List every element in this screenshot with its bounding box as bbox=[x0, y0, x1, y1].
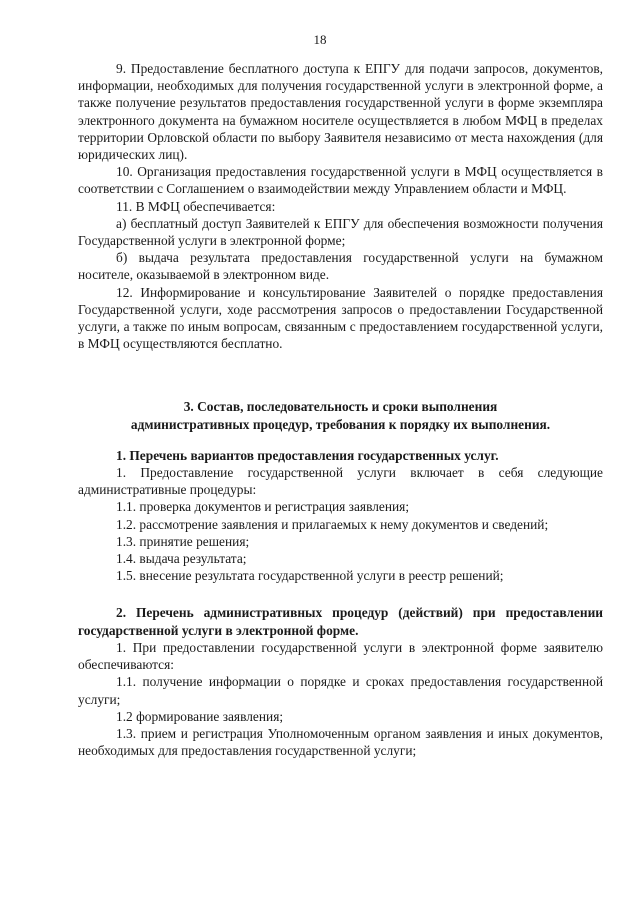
paragraph-9: 9. Предоставление бесплатного доступа к ЕПГУ для подачи запросов, документов, информации, необходимых для получения государственной услуги в электронной форме, а также получение результатов предоставления государственной услуги в форме экземпляра электронного документа на бумажном носителе осуществляется в любом МФЦ в пределах территории Орловской области по выбору Заявителя независимо от места нахождения (для юридических лиц). bbox=[78, 61, 603, 163]
subsection-1-item: 1.5. внесение результата государственной услуги в реестр решений; bbox=[116, 568, 504, 584]
paragraph-11b: б) выдача результата предоставления государственной услуги на бумажном носителе, оказываемой в электронном виде. bbox=[78, 250, 603, 283]
section-spacer bbox=[78, 352, 603, 398]
page-number: 18 bbox=[313, 32, 327, 47]
subsection-1-item: 1.3. принятие решения; bbox=[116, 533, 250, 549]
subsection-1-item: 1.1. проверка документов и регистрация заявления; bbox=[116, 499, 410, 515]
subsection-2-item: 1.3. прием и регистрация Уполномоченным органом заявления и иных документов, необходимых для предоставления государственной услуги; bbox=[78, 725, 603, 759]
paragraph-12: 12. Информирование и консультирование Заявителей о порядке предоставления Государственной услуги, ходе рассмотрения запросов о предоставлении Государственной услуги, а также по иным вопросам, связанным с предоставлением государственной услуги, в МФЦ осуществляются бесплатно. bbox=[78, 284, 603, 352]
subsection-1-item: 1.4. выдача результата; bbox=[116, 551, 247, 567]
section-spacer bbox=[78, 584, 603, 604]
subsection-1-title: 1. Перечень вариантов предоставления государственных услуг. bbox=[116, 447, 499, 463]
paragraph-10: 10. Организация предоставления государственной услуги в МФЦ осуществляется в соответствии с Соглашением о взаимодействии между Управлением области и МФЦ. bbox=[78, 164, 603, 197]
subsection-2-item: 1.1. получение информации о порядке и сроках предоставления государственной услуги; bbox=[78, 674, 603, 707]
subsection-2-title: 2. Перечень административных процедур (действий) при предоставлении государственной услуги в электронной форме. bbox=[78, 605, 603, 638]
document-body bbox=[78, 60, 603, 759]
section-3-title-line2: административных процедур, требования к порядку их выполнения. bbox=[130, 416, 551, 432]
paragraph-11a: а) бесплатный доступ Заявителей к ЕПГУ для обеспечения возможности получения Государственной услуги в электронной форме; bbox=[78, 215, 603, 249]
subsection-2-item: 1.2 формирование заявления; bbox=[116, 708, 284, 724]
section-spacer bbox=[78, 433, 603, 447]
paragraph-11: 11. В МФЦ обеспечивается: bbox=[116, 198, 276, 214]
subsection-2-paragraph: 1. При предоставлении государственной услуги в электронной форме заявителю обеспечиваются: bbox=[78, 639, 603, 673]
subsection-1-paragraph: 1. Предоставление государственной услуги включает в себя следующие административные процедуры: bbox=[78, 465, 603, 498]
section-3-title-line1: 3. Состав, последовательность и сроки выполнения bbox=[183, 399, 498, 415]
subsection-1-item: 1.2. рассмотрение заявления и прилагаемых к нему документов и сведений; bbox=[116, 516, 549, 532]
